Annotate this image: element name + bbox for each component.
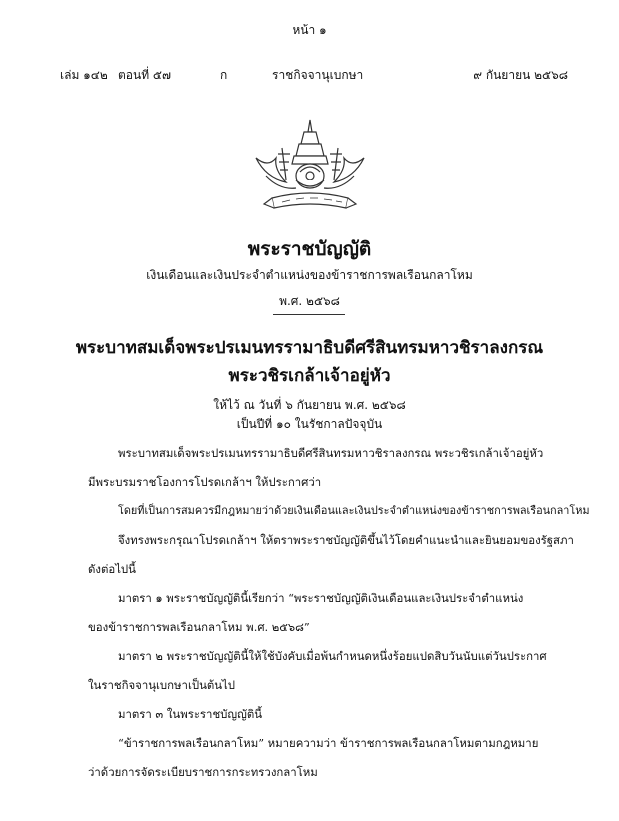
section-1: มาตรา ๑ พระราชบัญญัตินี้เรียกว่า “พระราชบัญญัติเงินเดือนและเงินประจำตำแหน่ง — [118, 591, 524, 605]
issue-number: ตอนที่ ๕๗ — [118, 68, 172, 82]
gazette-date: ๙ กันยายน ๒๕๖๘ — [473, 68, 568, 82]
body-line: โดยที่เป็นการสมควรมีกฎหมายว่าด้วยเงินเดือนและเงินประจำตำแหน่งของข้าราชการพลเรือนกลาโหม — [118, 504, 590, 517]
king-name-line2: พระวชิรเกล้าเจ้าอยู่หัว — [228, 366, 391, 386]
body-line: ในราชกิจจานุเบกษาเป็นต้นไป — [88, 678, 235, 692]
reign-year: เป็นปีที่ ๑๐ ในรัชกาลปัจจุบัน — [236, 417, 383, 431]
body-line: มีพระบรมราชโองการโปรดเกล้าฯ ให้ประกาศว่า — [88, 475, 322, 489]
body-line: ดังต่อไปนี้ — [88, 562, 136, 576]
section-3: มาตรา ๓ ในพระราชบัญญัตินี้ — [118, 707, 263, 721]
act-year: พ.ศ. ๒๕๖๘ — [279, 294, 340, 308]
body-line: ว่าด้วยการจัดระเบียบราชการกระทรวงกลาโหม — [88, 765, 318, 779]
body-line: พระบาทสมเด็จพระปรเมนทรรามาธิบดีศรีสินทรมหาวชิราลงกรณ พระวชิรเกล้าเจ้าอยู่หัว — [118, 446, 544, 460]
given-date: ให้ไว้ ณ วันที่ ๖ กันยายน พ.ศ. ๒๕๖๘ — [213, 398, 406, 412]
section-2: มาตรา ๒ พระราชบัญญัตินี้ให้ใช้บังคับเมื่อพ้นกำหนดหนึ่งร้อยแปดสิบวันนับแต่วันประกาศ — [118, 649, 547, 663]
act-title: พระราชบัญญัติ — [247, 238, 372, 260]
king-name-line1: พระบาทสมเด็จพระปรเมนทรรามาธิบดีศรีสินทรมหาวชิราลงกรณ — [75, 338, 544, 358]
body-line: ของข้าราชการพลเรือนกลาโหม พ.ศ. ๒๕๖๘” — [88, 620, 310, 634]
body-line: จึงทรงพระกรุณาโปรดเกล้าฯ ให้ตราพระราชบัญญัติขึ้นไว้โดยคำแนะนำและยินยอมของรัฐสภา — [118, 533, 574, 547]
volume-number: เล่ม ๑๔๒ — [60, 68, 108, 82]
gazette-header — [60, 66, 568, 84]
page-number: หน้า ๑ — [292, 23, 327, 37]
gazette-name: ราชกิจจานุเบกษา — [272, 68, 364, 82]
royal-emblem-icon — [246, 118, 374, 218]
act-subtitle: เงินเดือนและเงินประจำตำแหน่งของข้าราชการพลเรือนกลาโหม — [146, 268, 473, 282]
definition-line: “ข้าราชการพลเรือนกลาโหม” หมายความว่า ข้าราชการพลเรือนกลาโหมตามกฎหมาย — [118, 736, 539, 750]
section-letter: ก — [220, 68, 228, 82]
title-divider — [273, 314, 345, 315]
